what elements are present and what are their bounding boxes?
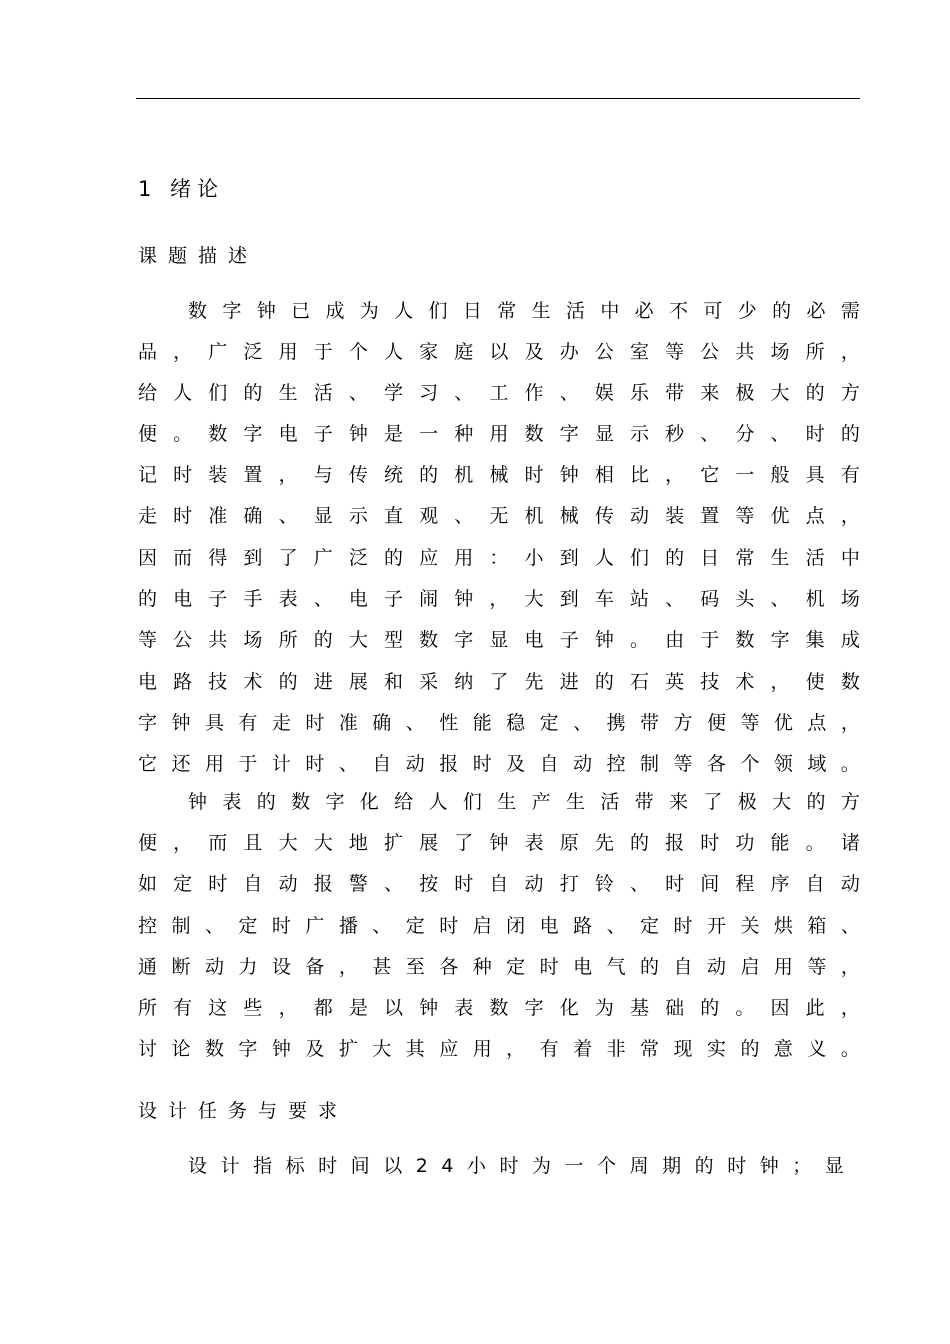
text-line: 便 。 数 字 电 子 钟 是 一 种 用 数 字 显 示 秒 、 分 、 时 的 bbox=[138, 423, 860, 445]
section-title-design-requirements: 设计任务与要求 bbox=[138, 1100, 349, 1122]
text-line: 字 钟 具 有 走 时 准 确 、 性 能 稳 定 、 携 带 方 便 等 优 点 ， bbox=[138, 712, 860, 734]
text-line: 记 时 装 置 ， 与 传 统 的 机 械 时 钟 相 比 ， 它 一 般 具 有 bbox=[138, 464, 860, 486]
header-rule bbox=[136, 98, 860, 99]
text-line: 所 有 这 些 ， 都 是 以 钟 表 数 字 化 为 基 础 的 。 因 此 ， bbox=[138, 997, 860, 1019]
text-line: 等 公 共 场 所 的 大 型 数 字 显 电 子 钟 。 由 于 数 字 集 成 bbox=[138, 629, 860, 651]
text-line: 因 而 得 到 了 广 泛 的 应 用 ： 小 到 人 们 的 日 常 生 活 中 bbox=[138, 547, 860, 569]
text-line: 如 定 时 自 动 报 警 、 按 时 自 动 打 铃 、 时 间 程 序 自 动 bbox=[138, 873, 860, 895]
text-line: 便 ， 而 且 大 大 地 扩 展 了 钟 表 原 先 的 报 时 功 能 。 诸 bbox=[138, 832, 860, 854]
text-line: 走 时 准 确 、 显 示 直 观 、 无 机 械 传 动 装 置 等 优 点 ， bbox=[138, 505, 860, 527]
text-line: 通 断 动 力 设 备 ， 甚 至 各 种 定 时 电 气 的 自 动 启 用 等 ， bbox=[138, 956, 860, 978]
text-line: 电 路 技 术 的 进 展 和 采 纳 了 先 进 的 石 英 技 术 ， 使 数 bbox=[138, 671, 860, 693]
text-line: 的 电 子 手 表 、 电 子 闹 钟 ， 大 到 车 站 、 码 头 、 机 场 bbox=[138, 588, 860, 610]
text-line: 钟 表 的 数 字 化 给 人 们 生 产 生 活 带 来 了 极 大 的 方 bbox=[188, 791, 860, 813]
text-line: 给 人 们 的 生 活 、 学 习 、 工 作 、 娱 乐 带 来 极 大 的 方 bbox=[138, 382, 860, 404]
section-title-topic-description: 课题描述 bbox=[138, 245, 259, 267]
text-line: 讨 论 数 字 钟 及 扩 大 其 应 用 ， 有 着 非 常 现 实 的 意 义 。 bbox=[138, 1038, 860, 1060]
text-line: 品 ， 广 泛 用 于 个 人 家 庭 以 及 办 公 室 等 公 共 场 所 ， bbox=[138, 341, 860, 363]
text-line: 设 计 指 标 时 间 以 2 4 小 时 为 一 个 周 期 的 时 钟 ； 显 bbox=[188, 1155, 844, 1177]
text-line: 它 还 用 于 计 时 、 自 动 报 时 及 自 动 控 制 等 各 个 领 域 。 bbox=[138, 753, 860, 775]
text-line: 数 字 钟 已 成 为 人 们 日 常 生 活 中 必 不 可 少 的 必 需 bbox=[188, 300, 860, 322]
chapter-title: 1 绪论 bbox=[138, 177, 225, 201]
text-line: 控 制 、 定 时 广 播 、 定 时 启 闭 电 路 、 定 时 开 关 烘 箱 、 bbox=[138, 915, 860, 937]
